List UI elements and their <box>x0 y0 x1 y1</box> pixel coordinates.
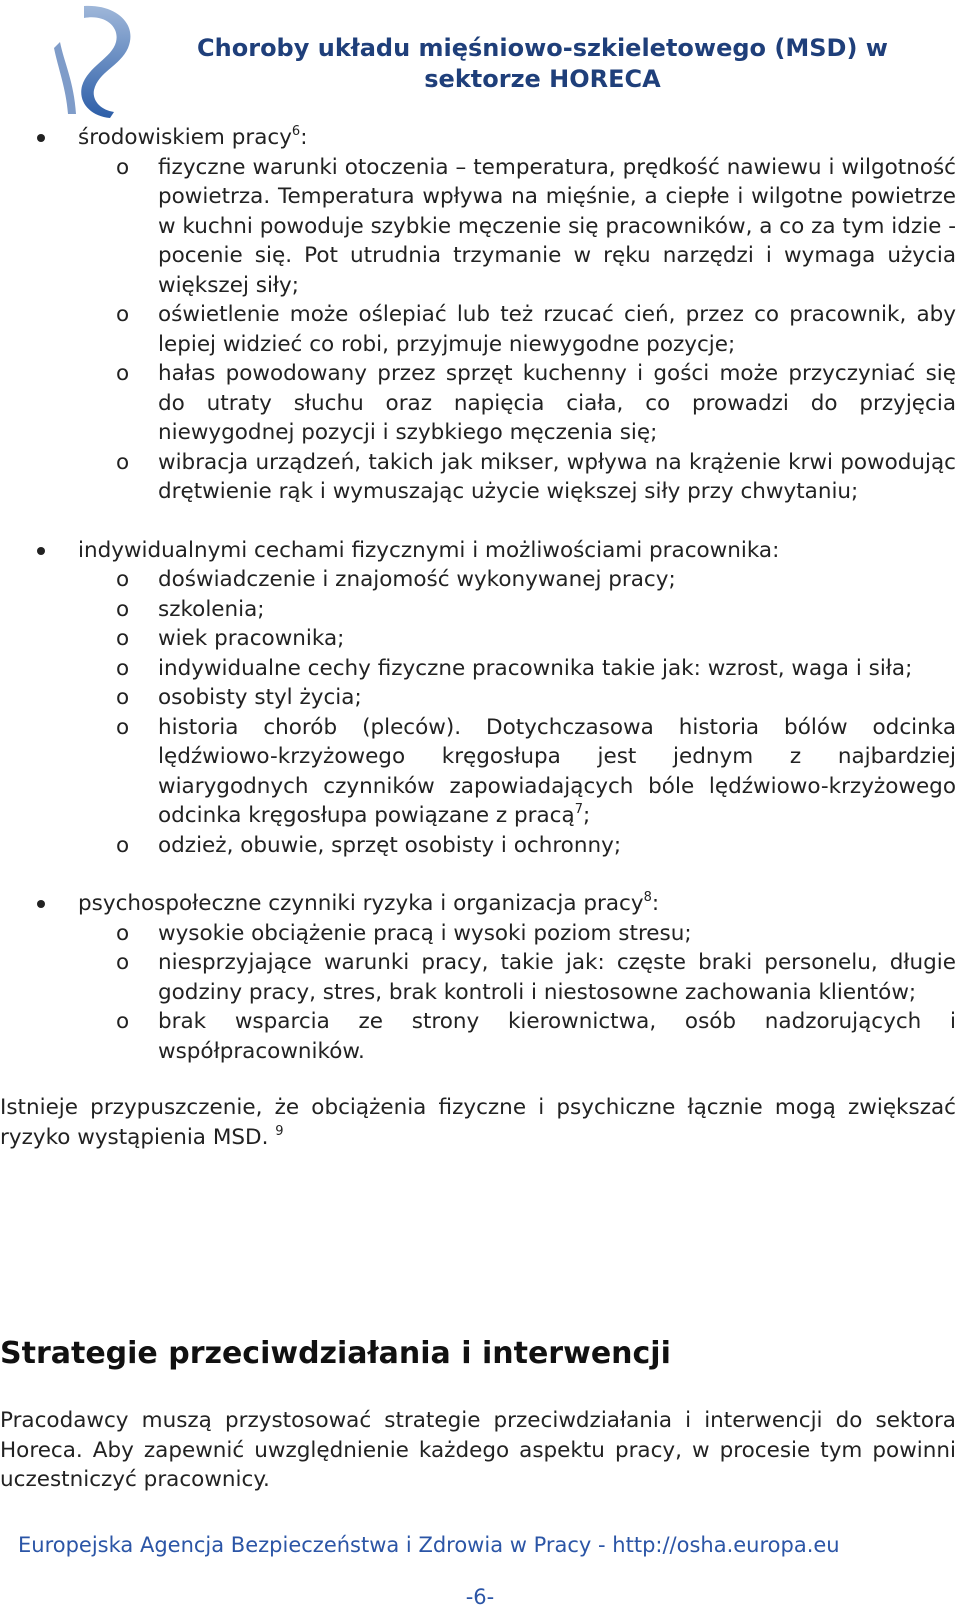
sub-list <box>78 919 956 1067</box>
header-title-line2: sektorze HORECA <box>424 65 661 93</box>
circle-marker-icon: o <box>116 1009 130 1034</box>
circle-marker-icon: o <box>116 361 130 386</box>
bullet-individual <box>0 536 956 861</box>
list-item: o indywidualne cechy fizyczne pracownika takie jak: wzrost, waga i siła; <box>0 654 956 684</box>
bullet-dot-icon <box>37 900 45 908</box>
list-item: o szkolenia; <box>0 595 956 625</box>
circle-marker-icon: o <box>116 449 130 475</box>
list-item: o historia chorób (pleców). Dotychczasowa historia bólów odcinka lędźwiowo-krzyżowego kręgosłupa jest jednym z najbardziej wiarygodnych czynników zapowiadających bóle lędźwiowo-krzyżowego odcinka kręgosłupa powiązane z pracą$^7$; <box>116 714 956 828</box>
header-title-line1: Choroby układu mięśniowo-szkieletowego (MSD) w <box>197 34 888 62</box>
document-header-title <box>145 33 940 95</box>
list-item: o brak wsparcia ze strony kierownictwa, osób nadzorujących i współpracowników. <box>116 1009 956 1064</box>
circle-marker-icon: o <box>116 302 130 327</box>
sub-list <box>78 565 956 860</box>
bullet-label: środowiskiem pracy$^6$: <box>78 124 308 150</box>
paragraph-msd-risk: Istnieje przypuszczenie, że obciążenia fizyczne i psychiczne łącznie mogą zwiększać ryzyko wystąpienia MSD. $^9$ <box>0 1095 956 1150</box>
circle-marker-icon: o <box>116 685 130 710</box>
list-item: o niesprzyjające warunki pracy, takie jak: częste braki personelu, długie godziny pracy, stres, brak kontroli i niestosowne zachowania klientów; <box>116 950 956 1005</box>
bullet-psychosocial <box>0 889 956 1066</box>
list-item: o wysokie obciążenie pracą i wysoki poziom stresu; <box>0 919 956 949</box>
circle-marker-icon: o <box>116 832 130 858</box>
footnote-ref: 7 <box>574 802 583 817</box>
list-item: o odzież, obuwie, sprzęt osobisty i ochronny; <box>0 831 956 861</box>
circle-marker-icon: o <box>116 714 130 740</box>
sub-list <box>78 153 956 507</box>
list-item: o wibracja urządzeń, takich jak mikser, wpływa na krążenie krwi powodując drętwienie rąk i wymuszając użycie większej siły przy chwytaniu; <box>116 449 956 504</box>
bullet-label: psychospołeczne czynniki ryzyka i organizacja pracy$^8$: <box>78 890 660 916</box>
list-item: o oświetlenie może oślepiać lub też rzucać cień, przez co pracownik, aby lepiej widzieć co robi, przyjmuje niewygodne pozycje; <box>116 302 956 357</box>
list-item: o wiek pracownika; <box>0 624 956 654</box>
circle-marker-icon: o <box>116 567 130 592</box>
footer-agency-link[interactable]: Europejska Agencja Bezpieczeństwa i Zdrowia w Pracy - http://osha.europa.eu <box>18 1533 840 1557</box>
footnote-ref: 9 <box>275 1123 284 1139</box>
list-item: o osobisty styl życia; <box>0 683 956 713</box>
circle-marker-icon: o <box>116 626 130 651</box>
bullet-dot-icon <box>37 547 45 555</box>
section-heading: Strategie przeciwdziałania i interwencji <box>0 1336 671 1371</box>
circle-marker-icon: o <box>116 154 130 180</box>
bullet-environment <box>0 123 956 507</box>
bullet-dot-icon <box>37 134 45 142</box>
footnote-ref: 6 <box>291 124 301 139</box>
bullet-label: indywidualnymi cechami fizycznymi i możliwościami pracownika: <box>78 537 780 563</box>
list-item: o fizyczne warunki otoczenia – temperatura, prędkość nawiewu i wilgotność powietrza. Temperatura wpływa na mięśnie, a ciepłe i wilgotne powietrze w kuchni powoduje szybkie męczenie się pracowników, a co za tym idzie - pocenie się. Pot utrudnia trzymanie w ręku narzędzi i wymaga użycia większej siły; <box>116 154 956 298</box>
paragraph-strategies: Pracodawcy muszą przystosować strategie przeciwdziałania i interwencji do sektora Horeca. Aby zapewnić uwzględnienie każdego aspektu pracy, w procesie tym powinni uczestniczyć pracownicy. <box>0 1408 956 1492</box>
page-number: -6- <box>465 1585 495 1609</box>
agency-logo <box>54 2 140 120</box>
circle-marker-icon: o <box>116 596 130 622</box>
circle-marker-icon: o <box>116 920 130 946</box>
list-item: o hałas powodowany przez sprzęt kuchenny i gości może przyczyniać się do utraty słuchu oraz napięcia ciała, co prowadzi do przyjęcia niewygodnej pozycji i szybkiego męczenia się; <box>116 361 956 445</box>
document-body <box>0 123 956 1152</box>
list-item: o doświadczenie i znajomość wykonywanej pracy; <box>0 565 956 595</box>
circle-marker-icon: o <box>116 655 130 681</box>
footnote-ref: 8 <box>643 890 652 905</box>
circle-marker-icon: o <box>116 950 130 975</box>
